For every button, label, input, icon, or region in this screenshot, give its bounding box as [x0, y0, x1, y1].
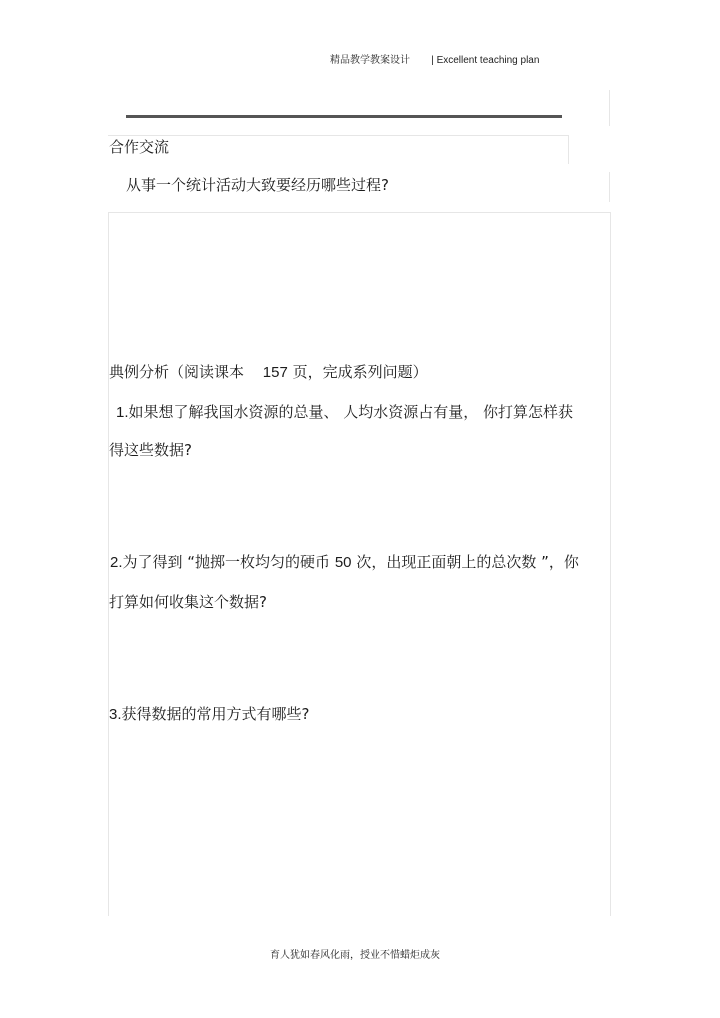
question-2-text-pre: 为了得到 “抛掷一枚均匀的硬币	[122, 553, 331, 571]
question-1-line-2: 得这些数据?	[109, 441, 192, 459]
section-heading-example	[109, 362, 428, 383]
question-1-text: 如果想了解我国水资源的总量、 人均水资源占有量， 你打算怎样获	[128, 403, 574, 421]
question-3-line-1	[109, 704, 309, 725]
question-statistics-process: 从事一个统计活动大致要经历哪些过程?	[126, 176, 389, 194]
question-2-count: 50	[334, 554, 352, 571]
example-heading-post: 页，完成系列问题）	[292, 363, 428, 381]
header-rule	[126, 115, 562, 118]
question-2-line-1	[110, 552, 579, 573]
page-footer: 育人犹如春风化雨，授业不惜蜡炬成灰	[270, 950, 440, 961]
question-1-number: 1.	[116, 404, 129, 421]
header-title-en: | Excellent teaching plan	[431, 55, 540, 66]
frame-line-heading-right	[568, 136, 569, 164]
page-header	[330, 51, 539, 66]
frame-line-top-right	[609, 90, 610, 126]
frame-line-box-right	[610, 212, 611, 916]
frame-line-box-top	[108, 212, 611, 213]
question-2-text-post: 次，出现正面朝上的总次数 ”，你	[356, 553, 579, 571]
question-2-line-2: 打算如何收集这个数据?	[109, 593, 267, 611]
question-3-number: 3.	[109, 706, 122, 723]
question-3-text: 获得数据的常用方式有哪些?	[121, 705, 310, 723]
section-heading-cooperation: 合作交流	[109, 138, 170, 156]
frame-line-heading-top	[108, 135, 569, 136]
question-1-line-1	[116, 402, 573, 423]
frame-line-box-left	[108, 212, 109, 916]
example-heading-pre: 典例分析（阅读课本	[109, 363, 245, 381]
header-title-cn: 精品教学教案设计	[330, 55, 410, 66]
frame-line-question-right	[609, 172, 610, 202]
example-heading-page: 157	[262, 364, 288, 381]
question-2-number: 2.	[110, 554, 123, 571]
